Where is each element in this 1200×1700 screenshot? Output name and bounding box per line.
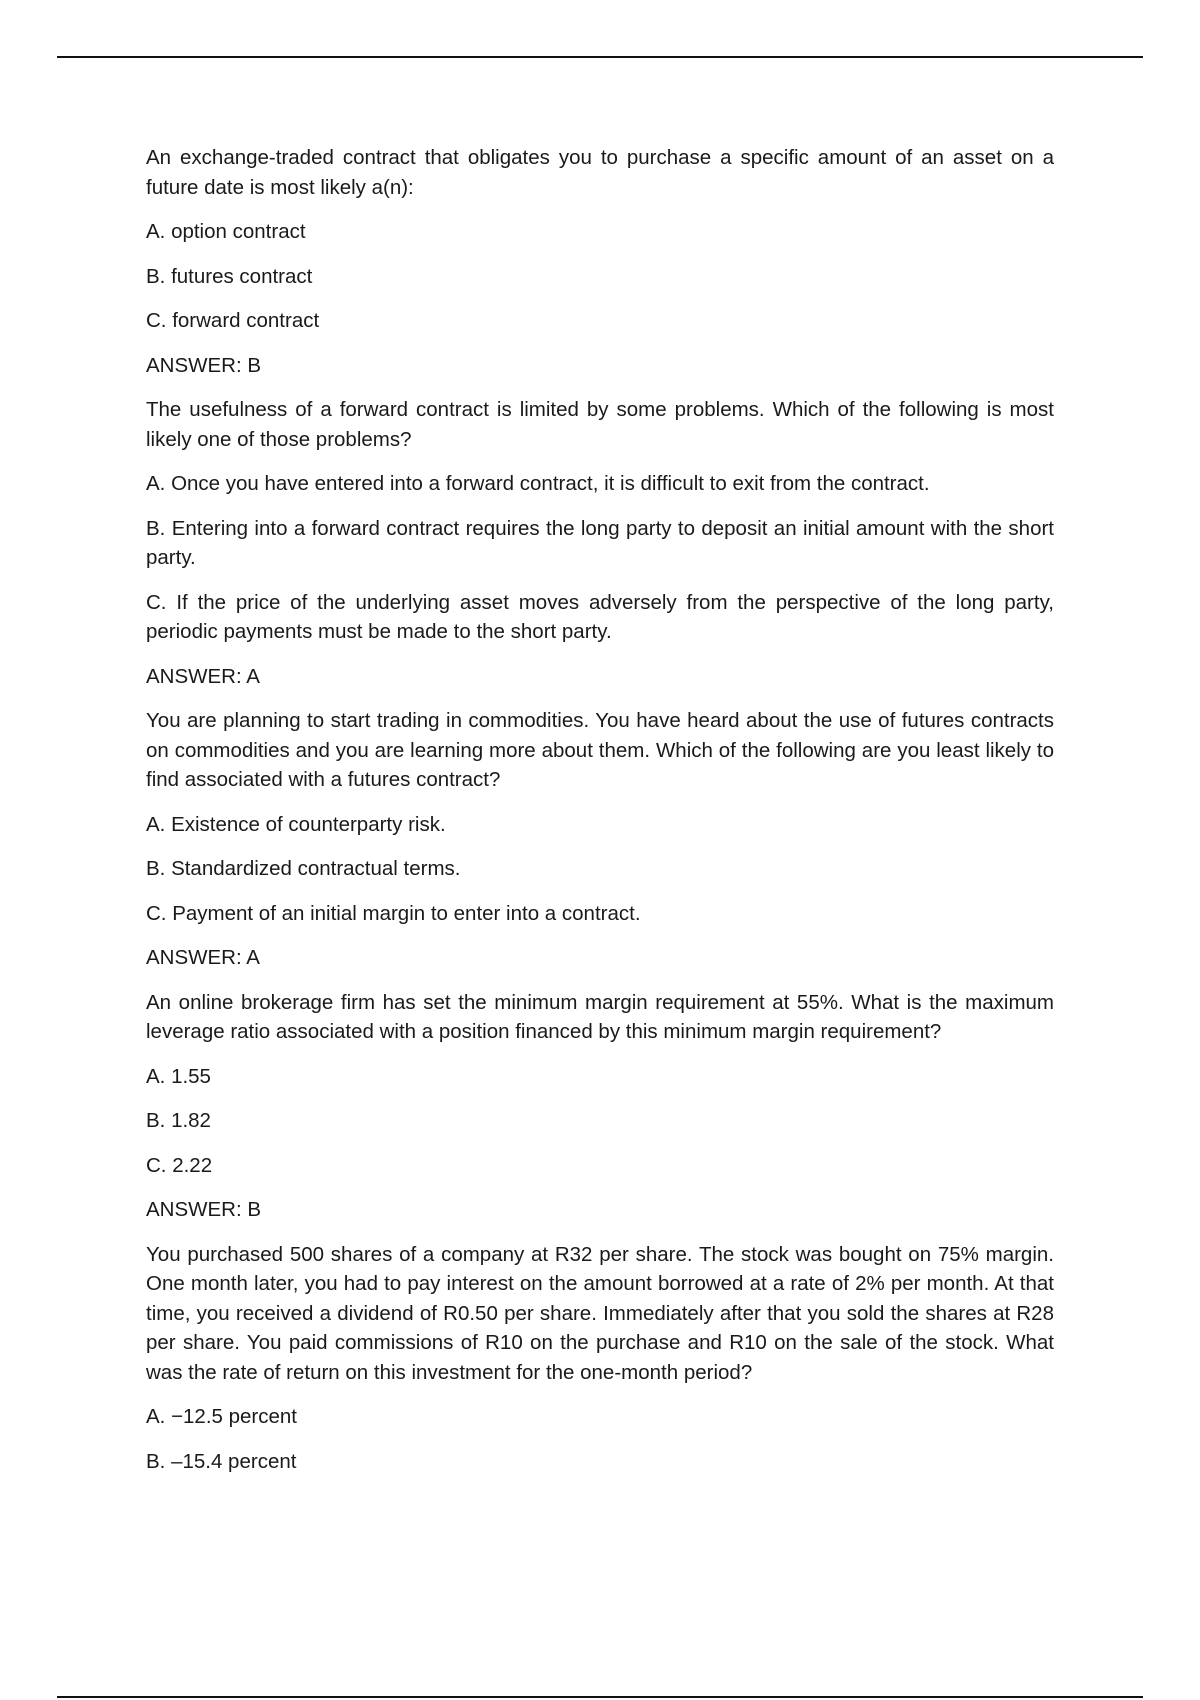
footer-rule <box>57 1696 1143 1698</box>
document-body <box>146 143 1054 1491</box>
question-5-option-b: B. –15.4 percent <box>146 1449 297 1473</box>
question-4-stem: An online brokerage firm has set the minimum margin requirement at 55%. What is the maximum leverage ratio associated with a position financed by this minimum margin requirement? <box>146 990 1054 1043</box>
question-1-option-b: B. futures contract <box>146 264 313 288</box>
question-3-answer: ANSWER: A <box>146 946 260 969</box>
question-3-option-b: B. Standardized contractual terms. <box>146 857 461 880</box>
question-3-option-c: C. Payment of an initial margin to enter into a contract. <box>146 901 641 925</box>
question-2-answer: ANSWER: A <box>146 664 260 688</box>
header-rule <box>57 56 1143 58</box>
question-4-option-a: A. 1.55 <box>146 1064 211 1088</box>
question-1-stem: An exchange-traded contract that obligates you to purchase a specific amount of an asset on a future date is most likely a(n): <box>146 146 1054 199</box>
question-2-option-c: C. If the price of the underlying asset moves adversely from the perspective of the long party, periodic payments must be made to the short party. <box>146 590 1054 643</box>
question-2-stem: The usefulness of a forward contract is limited by some problems. Which of the following is most likely one of those problems? <box>146 398 1054 451</box>
question-1-option-c: C. forward contract <box>146 309 320 332</box>
question-1-answer: ANSWER: B <box>146 353 262 377</box>
question-1-option-a: A. option contract <box>146 220 306 243</box>
question-2-option-b: B. Entering into a forward contract requires the long party to deposit an initial amount with the short party. <box>146 516 1054 569</box>
question-4-option-c: C. 2.22 <box>146 1153 213 1177</box>
question-3-option-a: A. Existence of counterparty risk. <box>146 812 446 836</box>
question-2-option-a: A. Once you have entered into a forward contract, it is difficult to exit from the contract. <box>146 472 930 495</box>
question-3-stem: You are planning to start trading in commodities. You have heard about the use of futures contracts on commodities and you are learning more about them. Which of the following are you least likely to find associated with a futures contract? <box>146 709 1054 791</box>
question-5-stem: You purchased 500 shares of a company at R32 per share. The stock was bought on 75% margin. One month later, you had to pay interest on the amount borrowed at a rate of 2% per month. At that time, you received a dividend of R0.50 per share. Immediately after that you sold the shares at R28 per share. You paid commissions of R10 on the purchase and R10 on the sale of the stock. What was the rate of return on this investment for the one-month period? <box>146 1242 1054 1384</box>
question-4-option-b: B. 1.82 <box>146 1109 211 1132</box>
question-4-answer: ANSWER: B <box>146 1198 262 1221</box>
question-5-option-a: A. −12.5 percent <box>146 1405 298 1428</box>
